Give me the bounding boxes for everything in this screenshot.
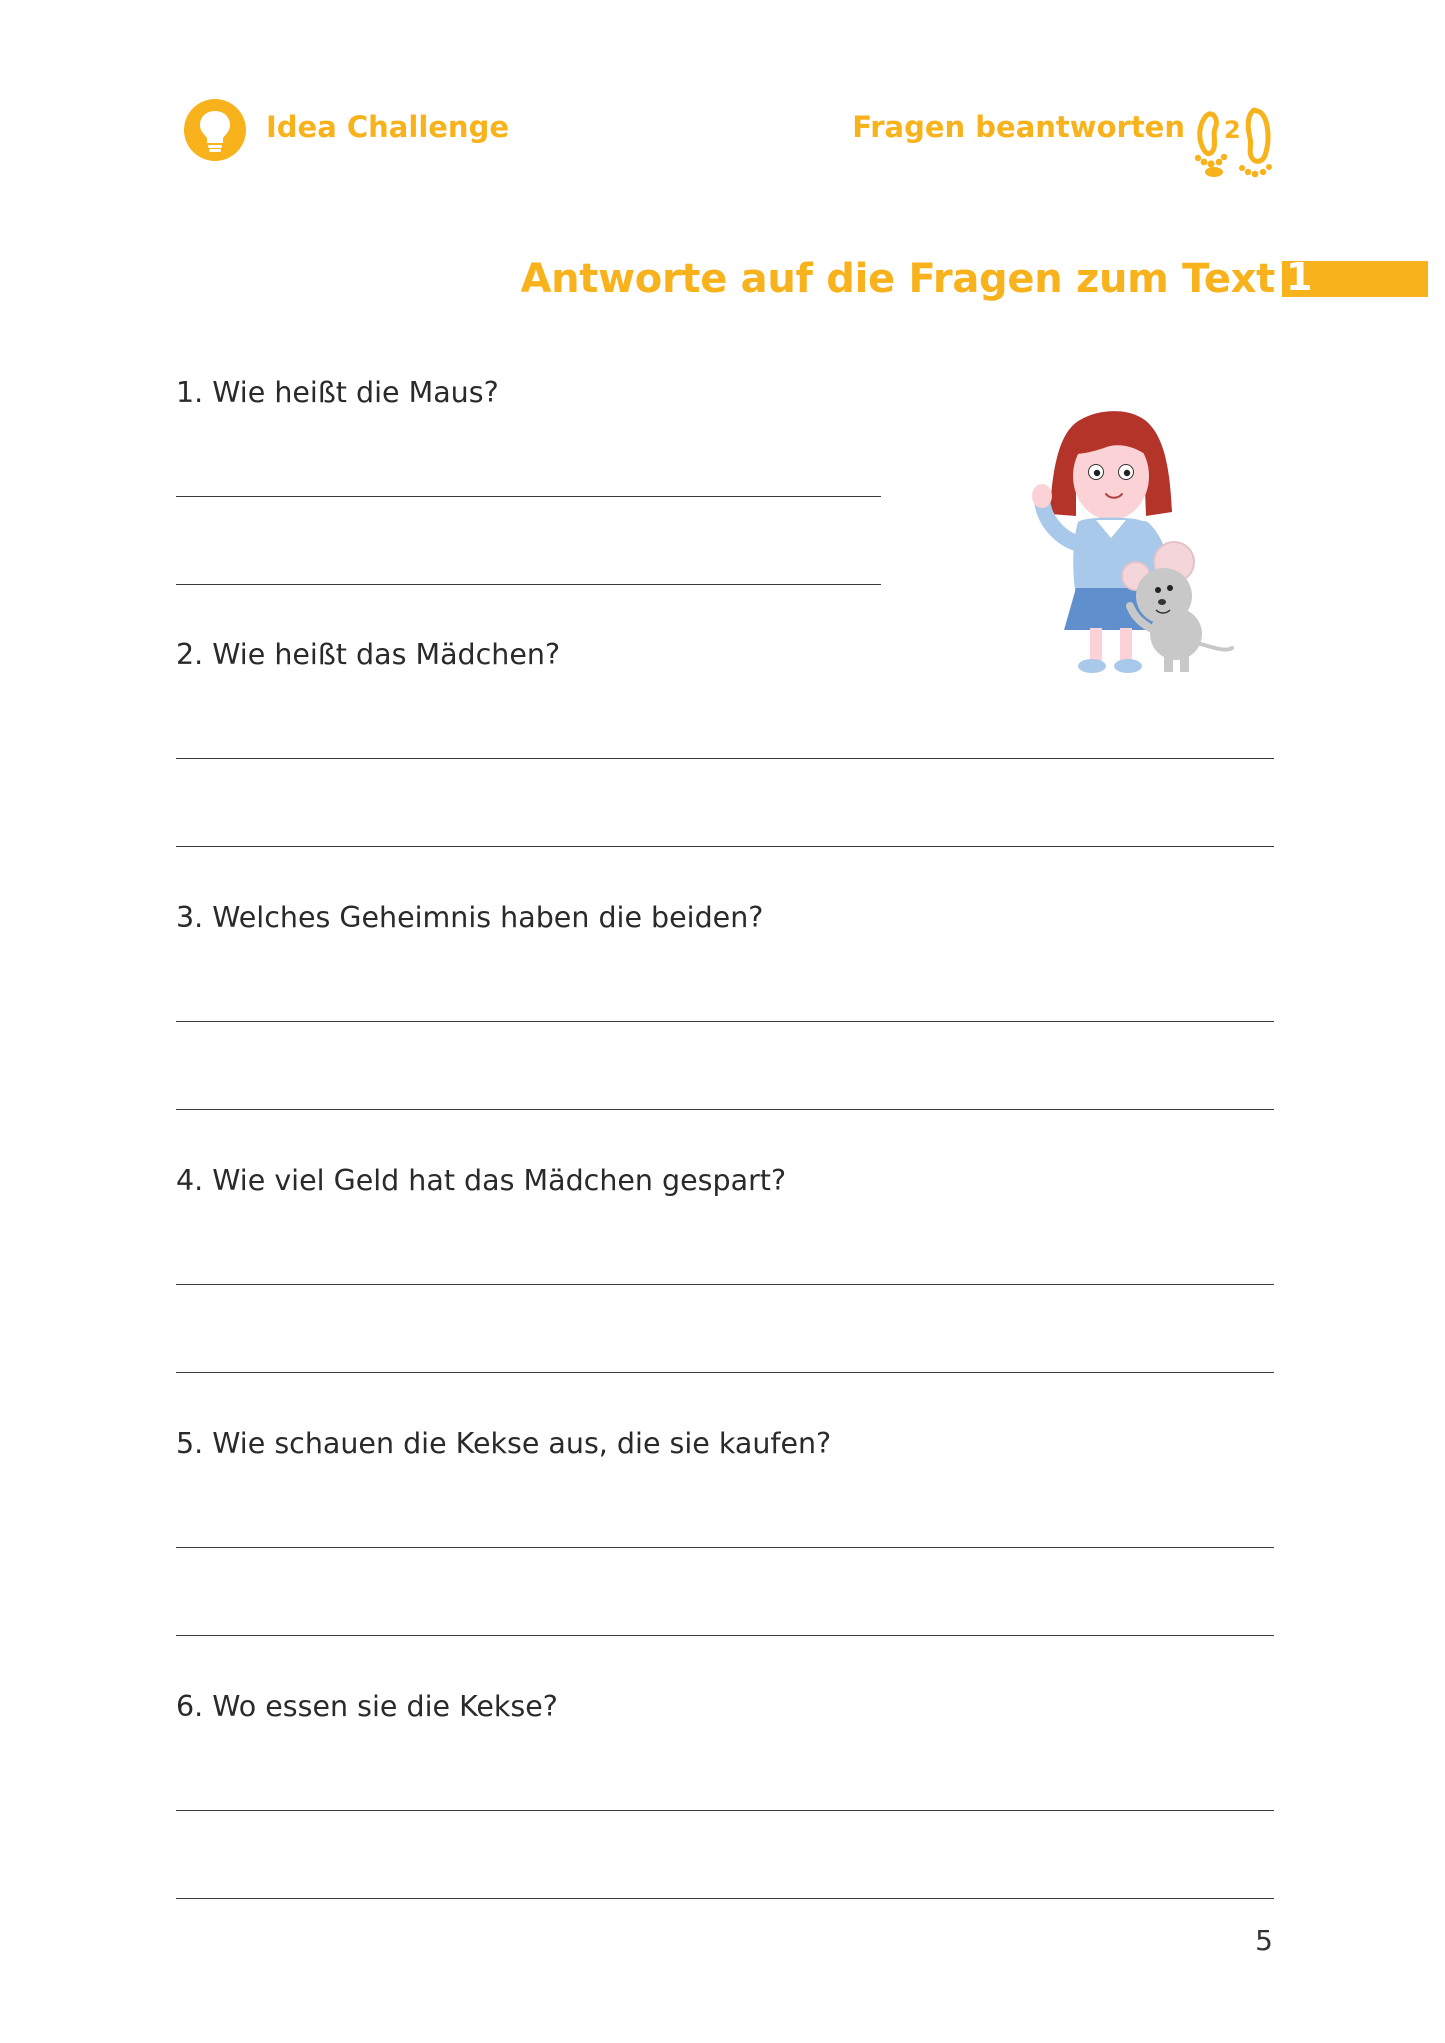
answer-line[interactable]: [176, 1898, 1274, 1899]
answer-line[interactable]: [176, 1284, 1274, 1285]
answer-line[interactable]: [176, 758, 1274, 759]
answer-line[interactable]: [176, 846, 1274, 847]
answer-line[interactable]: [176, 1635, 1274, 1636]
question-2: 2. Wie heißt das Mädchen?: [176, 638, 561, 671]
question-3: 3. Welches Geheimnis haben die beiden?: [176, 901, 764, 934]
question-5: 5. Wie schauen die Kekse aus, die sie kaufen?: [176, 1427, 832, 1460]
answer-line[interactable]: [176, 1021, 1274, 1022]
title-number: 1: [1286, 255, 1313, 299]
question-1: 1. Wie heißt die Maus?: [176, 376, 499, 409]
answer-line[interactable]: [176, 1810, 1274, 1811]
girl-and-mouse-illustration: [1018, 402, 1234, 678]
answer-line[interactable]: [176, 1372, 1274, 1373]
page-number: 5: [1255, 1924, 1273, 1957]
question-6: 6. Wo essen sie die Kekse?: [176, 1690, 558, 1723]
answer-line[interactable]: [176, 496, 881, 497]
lightbulb-icon: [184, 99, 246, 161]
brand-name: Idea Challenge: [266, 110, 510, 144]
answer-line[interactable]: [176, 584, 881, 585]
answer-line[interactable]: [176, 1109, 1274, 1110]
page-title: Antworte auf die Fragen zum Text: [520, 256, 1275, 302]
footprints-icon: [1190, 104, 1276, 178]
section-name: Fragen beantworten: [852, 110, 1185, 144]
step-number: 2: [1224, 116, 1241, 144]
question-4: 4. Wie viel Geld hat das Mädchen gespart?: [176, 1164, 787, 1197]
answer-line[interactable]: [176, 1547, 1274, 1548]
